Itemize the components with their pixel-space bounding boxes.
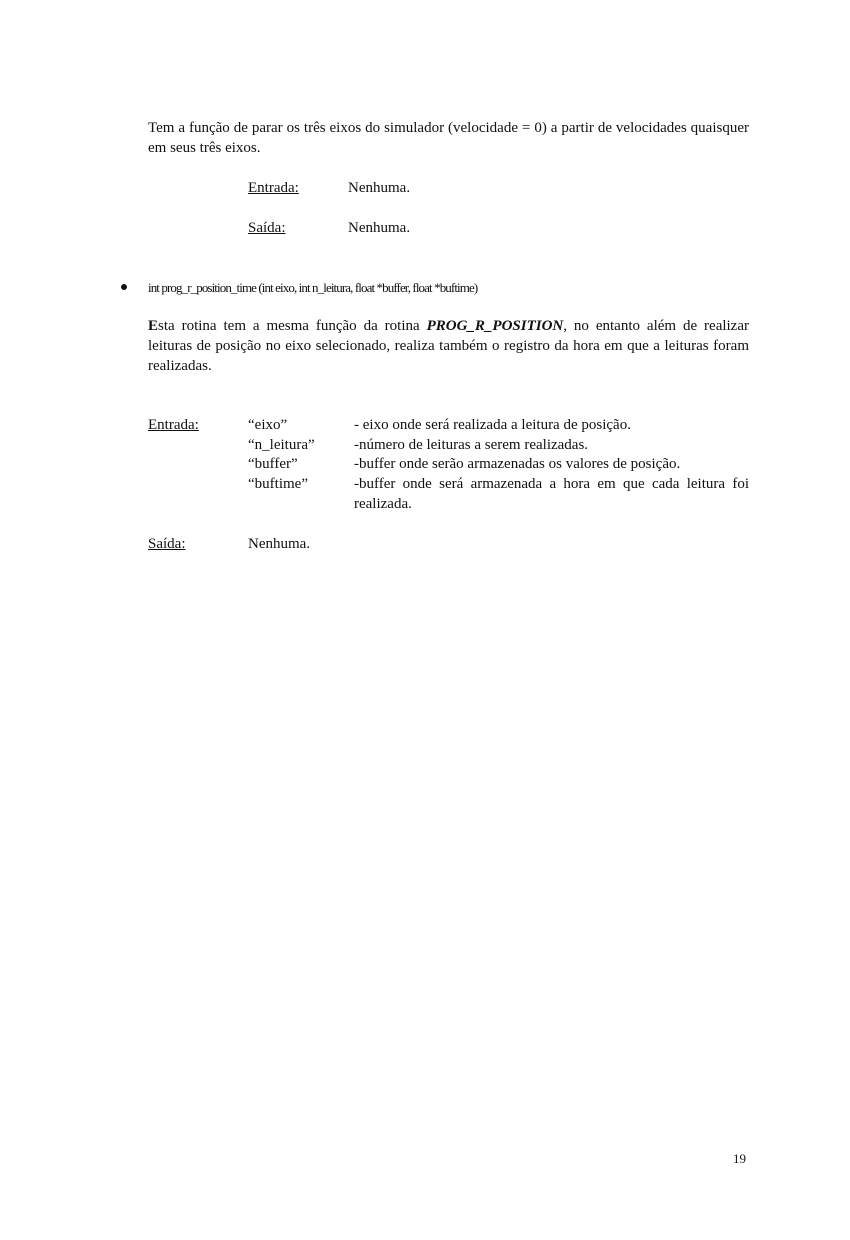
param-name: “n_leitura” — [248, 437, 315, 453]
param-name: “buffer” — [248, 456, 298, 472]
param-description: - eixo onde será realizada a leitura de posição. — [354, 417, 631, 433]
param-description: -buffer onde serão armazenadas os valores de posição. — [354, 456, 681, 472]
params-output-value: Nenhuma. — [248, 536, 311, 552]
param-description: -número de leituras a serem realizadas. — [354, 437, 589, 453]
function-signature: int prog_r_position_time (int eixo, int n_leitura, float *buffer, float *buftime) — [148, 280, 478, 295]
input-value: Nenhuma. — [348, 180, 411, 196]
function-description — [148, 316, 749, 376]
stop-description: Tem a função de parar os três eixos do simulador (velocidade = 0) a partir de velocidades quaisquer em seus três eixos. — [148, 120, 749, 156]
output-label: Saída: — [248, 220, 286, 236]
bullet-icon — [121, 284, 127, 290]
function-name-emphasis: PROG_R_POSITION — [426, 318, 564, 334]
description-text-1: sta rotina tem a mesma função da rotina — [158, 318, 427, 334]
param-description: -buffer onde será armazenada a hora em que cada leitura foi realizada. — [354, 476, 749, 512]
output-value: Nenhuma. — [348, 220, 411, 236]
page-number: 19 — [733, 1151, 746, 1166]
params-output-label: Saída: — [148, 536, 186, 552]
description-text-2: , no entanto além de realizar leituras de posição no eixo selecionado, realiza também o registro da hora em que a leituras foram realizadas. — [148, 318, 749, 374]
param-name: “buftime” — [248, 476, 308, 492]
params-input-label: Entrada: — [148, 417, 199, 433]
input-label: Entrada: — [248, 180, 299, 196]
param-name: “eixo” — [248, 417, 288, 433]
description-initial: E — [148, 318, 159, 334]
